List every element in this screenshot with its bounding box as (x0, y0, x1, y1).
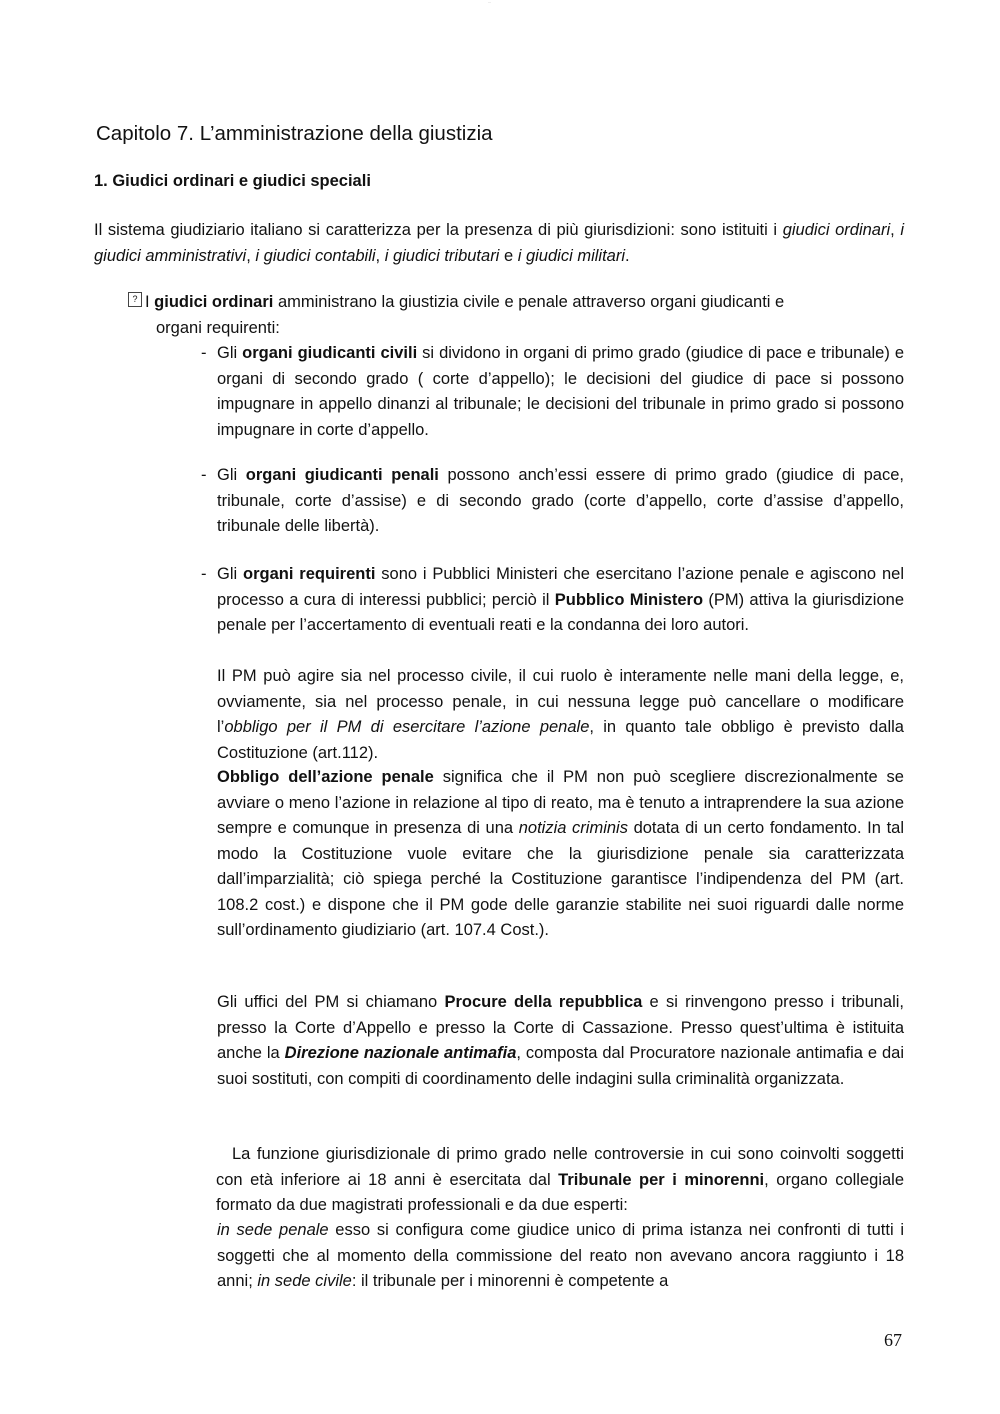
intro-term-militari: i giudici militari (517, 246, 625, 265)
intro-sep: e (499, 246, 518, 265)
paragraph-procure (217, 990, 904, 1092)
list-item-civili (217, 341, 904, 443)
paragraph-text: Gli uffici del PM si chiamano (217, 993, 445, 1011)
paragraph-text: , composta dal Procuratore nazionale antimafia e dai suoi sostituti, con compiti di coordinamento delle indagini sulla criminalità organizzata. (217, 1044, 905, 1088)
item-text: possono anch’essi essere di primo grado (giudice di pace, tribunale, corte d’assise) e di secondo grado (corte d’appello, corte d’assise d’appello, tribunale delle libertà). (217, 466, 904, 535)
item-text: Gli (217, 565, 244, 583)
paragraph-term-antimafia: Direzione nazionale antimafia (284, 1044, 517, 1062)
bullet-text: amministrano la giustizia civile e penale attraverso organi giudicanti e (273, 293, 785, 311)
item-term-pm: Pubblico Ministero (554, 590, 704, 609)
paragraph-text: , organo collegiale formato da due magistrati professionali e da due esperti: (216, 1170, 904, 1214)
paragraph-emphasis: obbligo per il PM di esercitare l’azione penale (224, 718, 590, 736)
intro-sep: , (890, 221, 901, 239)
paragraph-text: e si rinvengono presso i tribunali, presso la Corte d’Appello e presso la Corte di Cassazione. Presso quest’ultima è istituita anche la (217, 993, 905, 1062)
chapter-title: Capitolo 7. L’amministrazione della giustizia (96, 122, 493, 145)
intro-term-tributari: i giudici tributari (384, 246, 500, 265)
list-dash: - (201, 565, 207, 583)
list-item-penali (217, 463, 904, 540)
item-text: (PM) attiva la giurisdizione penale per l’accertamento di eventuali reati e la condanna dei loro autori. (217, 590, 904, 634)
paragraph-minori (216, 1142, 904, 1219)
paragraph-term: Procure della repubblica (444, 993, 643, 1011)
bullet-term: giudici ordinari (154, 293, 274, 311)
paragraph-pm-agire (217, 664, 904, 766)
paragraph-text: esso si configura come giudice unico di prima istanza nei confronti di tutti i soggetti che al momento della commissione del reato non avevano ancora raggiunto i 18 anni; (217, 1221, 904, 1290)
list-dash: - (201, 344, 207, 362)
intro-paragraph (94, 218, 904, 269)
intro-end: . (625, 246, 630, 265)
item-text: Gli (217, 344, 243, 362)
list-dash: - (201, 466, 207, 484)
bullet-continuation: organi requirenti: (156, 318, 280, 337)
intro-term-ordinari: giudici ordinari (782, 221, 891, 239)
paragraph-text: La funzione giurisdizionale di primo grado nelle controversie in cui sono coinvolti soggetti con età inferiore ai 18 anni è esercitata dal (216, 1145, 904, 1189)
bullet-paragraph (145, 290, 904, 341)
paragraph-text: , in quanto tale obbligo è previsto dalla Costituzione (art.112). (217, 718, 904, 762)
paragraph-term: Obbligo dell’azione penale (217, 768, 434, 786)
item-term: organi giudicanti civili (242, 344, 418, 362)
item-text: sono i Pubblici Ministeri che esercitano l’azione penale e agiscono nel processo a cura di interessi pubblici; perciò il (217, 565, 904, 609)
item-term: organi requirenti (243, 565, 376, 583)
intro-text: Il sistema giudiziario italiano si caratterizza per la presenza di più giurisdizioni: sono istituiti i (94, 221, 783, 239)
paragraph-obbligo (217, 765, 904, 944)
paragraph-text: dotata di un certo fondamento. In tal modo la Costituzione vuole evitare che la giurisdizione penale sia caratterizzata dall’imparzialità; ciò spiega perché la Costituzione garantisce l’indipendenza del PM (art. 108.2 cost.) e dispone che il PM gode delle garanzie stabilite nei suoi riguardi dalle norme sull’ordinamento giudiziario (art. 107.4 Cost.). (217, 819, 904, 939)
item-term: organi giudicanti penali (245, 466, 439, 484)
item-text: Gli (217, 466, 246, 484)
paragraph-text: significa che il PM non può scegliere discrezionalmente se avviare o meno l’azione in relazione al tipo di reato, ma è tenuto a intraprendere la sua azione sempre e comunque in presenza di una (217, 768, 904, 837)
header-mark: — (488, 0, 491, 4)
intro-term-contabili: i giudici contabili (255, 246, 376, 265)
paragraph-emphasis: notizia criminis (518, 819, 628, 837)
section-title: 1. Giudici ordinari e giudici speciali (94, 172, 371, 190)
paragraph-text: Il PM può agire sia nel processo civile, il cui ruolo è interamente nelle mani della legge, e, ovviamente, sia nel processo penale, in cui nessuna legge può cancellare o modificare l’ (217, 667, 904, 736)
page-number: 67 (884, 1330, 902, 1350)
paragraph-term: Tribunale per i minorenni (558, 1170, 765, 1189)
intro-sep: , (375, 246, 385, 265)
paragraph-emphasis: in sede civile (257, 1272, 352, 1290)
paragraph-emphasis: in sede penale (217, 1221, 329, 1239)
intro-term-amministrativi: i giudici amministrativi (94, 221, 905, 265)
bullet-symbol-icon: ? (128, 292, 142, 307)
item-text: si dividono in organi di primo grado (giudice di pace e tribunale) e organi di secondo grado ( corte d’appello); le decisioni del giudice di pace si possono impugnare in appello dinanzi al tribunale; le decisioni del tribunale in primo grado si possono impugnare in corte d’appello. (217, 344, 905, 439)
paragraph-sede (217, 1218, 904, 1295)
intro-sep: , (246, 246, 256, 265)
bullet-text: I (145, 293, 155, 311)
paragraph-text: : il tribunale per i minorenni è competente a (351, 1272, 669, 1290)
list-item-requirenti (217, 562, 904, 639)
